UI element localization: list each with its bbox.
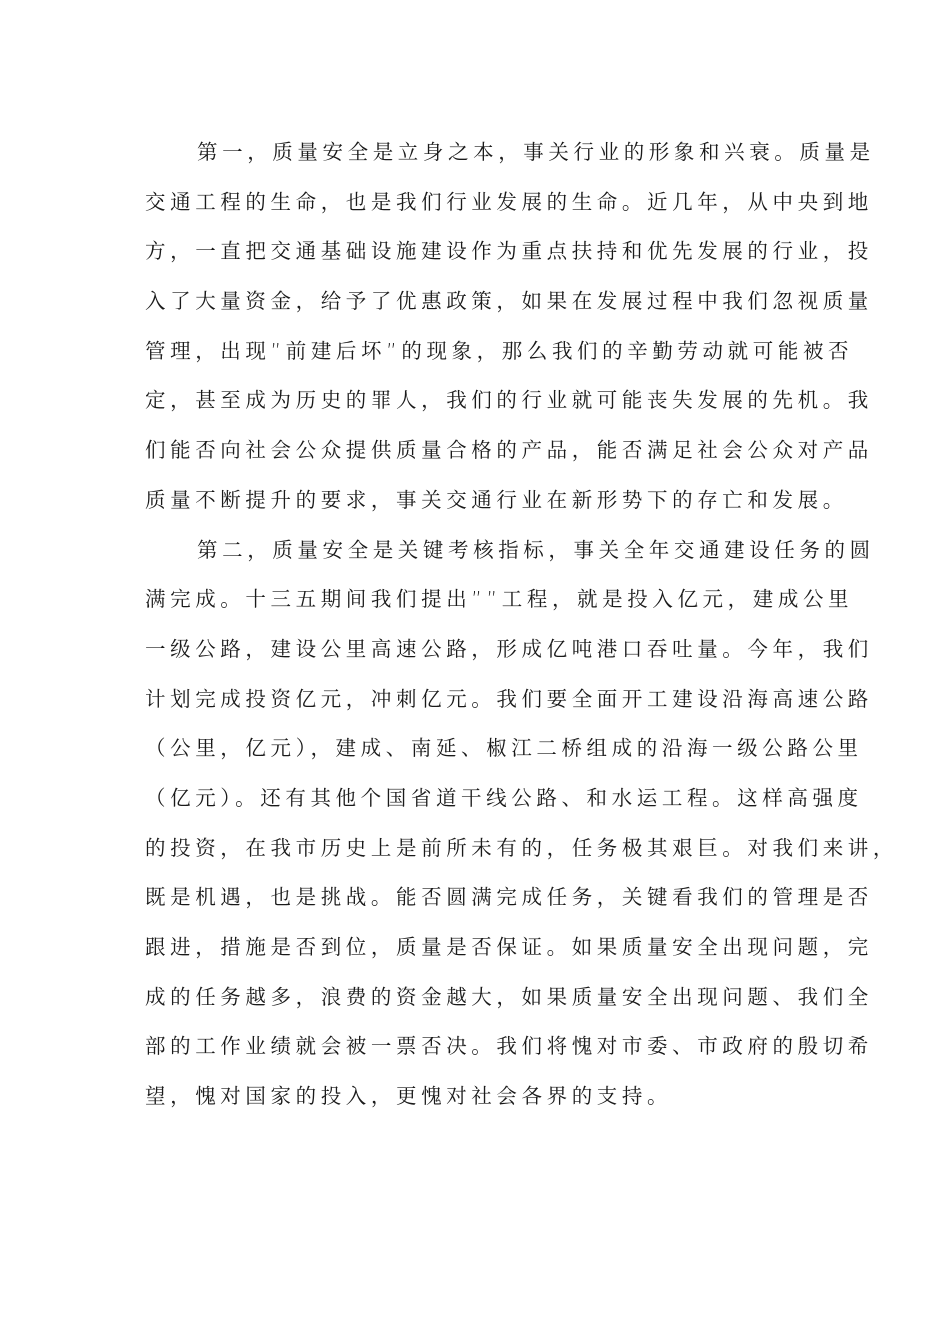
text-line: 的投资，在我市历史上是前所未有的，任务极其艰巨。对我们来讲， xyxy=(145,835,898,860)
text-line: （亿元）。还有其他个国省道干线公路、和水运工程。这样高强度 xyxy=(145,785,863,810)
text-line: 部的工作业绩就会被一票否决。我们将愧对市委、市政府的殷切希 xyxy=(145,1034,873,1059)
text-line: 交通工程的生命，也是我们行业发展的生命。近几年，从中央到地 xyxy=(145,189,873,214)
text-line: 质量不断提升的要求，事关交通行业在新形势下的存亡和发展。 xyxy=(145,487,848,512)
text-line: 成的任务越多，浪费的资金越大，如果质量安全出现问题、我们全 xyxy=(145,984,873,1009)
paragraph-key-assessment xyxy=(145,526,898,1122)
text-line: 定，甚至成为历史的罪人，我们的行业就可能丧失发展的先机。我 xyxy=(145,388,873,413)
text-line: 管理，出现”前建后坏”的现象，那么我们的辛勤劳动就可能被否 xyxy=(145,338,854,363)
text-line: 跟进，措施是否到位，质量是否保证。如果质量安全出现问题，完 xyxy=(145,935,873,959)
text-line: （公里，亿元），建成、南延、椒江二桥组成的沿海一级公路公里 xyxy=(145,736,863,761)
text-line: 方，一直把交通基础设施建设作为重点扶持和优先发展的行业，投 xyxy=(145,239,873,264)
text-line: 第一，质量安全是立身之本，事关行业的形象和兴衰。质量是 xyxy=(197,140,875,164)
text-line: 一级公路，建设公里高速公路，形成亿吨港口吞吐量。今年，我们 xyxy=(145,636,873,661)
text-line: 入了大量资金，给予了优惠政策，如果在发展过程中我们忽视质量 xyxy=(145,289,873,314)
text-line: 望，愧对国家的投入，更愧对社会各界的支持。 xyxy=(145,1084,673,1109)
text-line: 满完成。十三五期间我们提出””工程，就是投入亿元，建成公里 xyxy=(145,587,854,612)
text-line: 第二，质量安全是关键考核指标，事关全年交通建设任务的圆 xyxy=(197,537,875,562)
text-line: 计划完成投资亿元，冲刺亿元。我们要全面开工建设沿海高速公路 xyxy=(145,686,873,711)
document-page xyxy=(145,128,898,1122)
paragraph-quality-foundation xyxy=(145,128,875,526)
text-line: 既是机遇，也是挑战。能否圆满完成任务，关键看我们的管理是否 xyxy=(145,885,873,910)
text-line: 们能否向社会公众提供质量合格的产品，能否满足社会公众对产品 xyxy=(145,438,873,463)
